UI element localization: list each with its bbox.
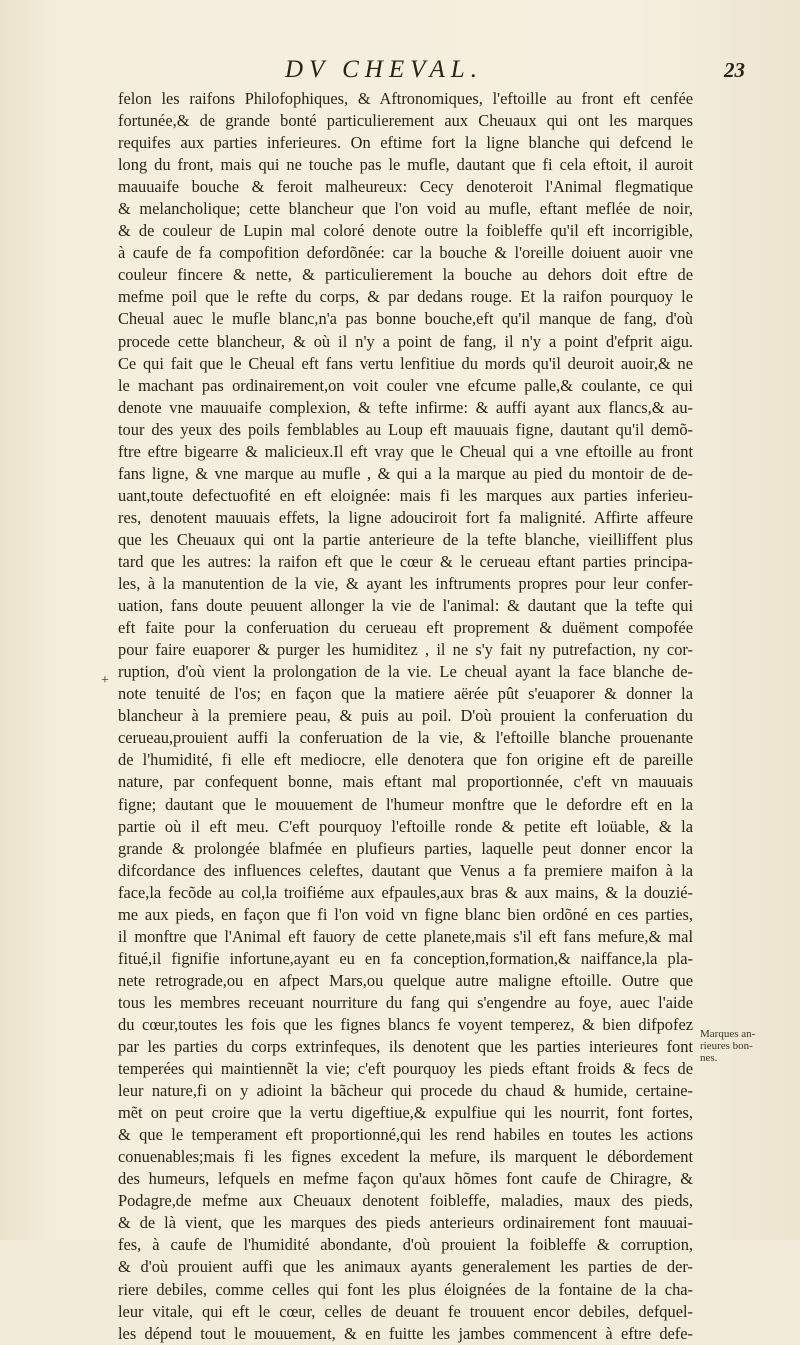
marginal-note-line: Marques an- <box>700 1028 756 1040</box>
text-line: & d'où prouient auffi que les animaux ayants generalement les parties de der- <box>118 1257 693 1277</box>
text-line: grande & prolongée blafmée en plufieurs parties, laquelle peut donner encor la <box>118 838 693 858</box>
text-line: fans ligne, & vne marque au mufle , & qui a la marque au pied du montoir de de- <box>118 463 693 483</box>
page-number: 23 <box>724 58 745 82</box>
text-line: les, à la manutention de la vie, & ayant les inftruments propres pour leur confer- <box>118 574 693 594</box>
text-line: leur nature,fi on y adioint la bãcheur qui procede du chaud & humide, certaine- <box>118 1081 693 1101</box>
text-line: tard que les autres: la raifon eft que le cœur & le cerueau eftant parties principa- <box>118 551 693 571</box>
text-line: riere debiles, comme celles qui font les plus éloignées de la fontaine de la cha- <box>118 1279 693 1299</box>
text-line: couleur fincere & nette, & particulierement la bouche au dehors doit eftre de <box>118 265 693 285</box>
text-line: face,la fecõde au col,la troifiéme aux efpaules,aux bras & aux mains, & la douzié- <box>118 882 693 902</box>
running-title: DV CHEVAL. <box>285 56 483 83</box>
text-line: par les parties du corps extrinfeques, ils denotent que les parties interieures font <box>118 1037 693 1057</box>
text-line: & de là vient, que les marques des pieds anterieurs ordinairement font mauuai- <box>118 1213 693 1233</box>
text-line: partie où il eft meu. C'eft pourquoy l'eftoille ronde & petite eft loüable, & la <box>118 816 693 836</box>
text-line: mẽt on peut croire que la vertu digeftiue,& expulfiue qui les nourrit, font fortes, <box>118 1103 693 1123</box>
text-line: figne; dautant que le mouuement de l'humeur monftre que le defordre eft en la <box>118 794 693 814</box>
text-line: que les Cheuaux qui ont la partie anterieure de la tefte blanche, vieilliffent plus <box>118 529 693 549</box>
text-line: Cheual auec le mufle blanc,n'a pas bonne bouche,eft qu'il manque de fang, d'où <box>118 309 693 329</box>
text-line: procede cette blancheur, & où il n'y a point de fang, il n'y a point d'efprit aigu. <box>118 331 693 351</box>
text-line: leur vitale, qui eft le cœur, celles de deuant fe trouuent encor debiles, defquel- <box>118 1301 693 1321</box>
text-line: nature, par confequent bonne, mais eftant mal proportionnée, c'eft vn mauuais <box>118 772 693 792</box>
marginal-note-line: rieures bon- <box>700 1040 753 1052</box>
text-line: de l'humidité, fi elle eft mediocre, elle denotera que fon origine eft de pareille <box>118 750 693 770</box>
text-line: temperées qui maintiennẽt la vie; c'eft pourquoy les pieds eftant froids & fecs de <box>118 1059 693 1079</box>
text-line: me aux pieds, en façon que fi l'on void vn figne blanc bien ordõné en ces parties, <box>118 904 693 924</box>
page-header <box>0 56 800 86</box>
text-line: & de couleur de Lupin mal coloré denote outre la foibleffe qu'il eft incorrigible, <box>118 221 693 241</box>
text-line: nete retrograde,ou en afpect Mars,ou quelque autre maligne eftoille. Outre que <box>118 970 693 990</box>
text-line: ftre eftre bigearre & malicieux.Il eft vray que le Cheual qui a vne eftoille au front <box>118 441 693 461</box>
text-line: uation, fans doute peuuent allonger la vie de l'animal: & dautant que la tefte qui <box>118 596 693 616</box>
text-line: blancheur à la premiere peau, & puis au poil. D'où prouient la conferuation du <box>118 706 693 726</box>
text-line: & que le temperament eft proportionné,qui les rend habiles en toutes les actions <box>118 1125 693 1145</box>
text-line: conuenables;mais fi les fignes excedent la mefure, ils marquent le débordement <box>118 1147 693 1167</box>
text-line: cerueau,prouient auffi la conferuation de la vie, & l'eftoille blanche prouenante <box>118 728 693 748</box>
text-line: des humeurs, lefquels en mefme façon qu'aux hõmes font caufe de Chiragre, & <box>118 1169 693 1189</box>
text-line: requifes aux parties inferieures. On eftime fort la ligne blanche qui defcend le <box>118 133 693 153</box>
text-line: res, denotent mauuais effets, la ligne adouciroit fort fa malignité. Affirte affeure <box>118 507 693 527</box>
text-line: du cœur,toutes les fois que les fignes blancs fe voyent temperez, & bien difpofez <box>118 1014 693 1034</box>
text-line: & melancholique; cette blancheur que l'on void au mufle, eftant meflée de noir, <box>118 199 693 219</box>
text-line: fitué,il fignifie infortune,ayant eu en fa conception,formation,& naiffance,la pla- <box>118 948 693 968</box>
marginal-note-line: nes. <box>700 1052 718 1064</box>
text-line: les dépend tout le mouuement, & en fuitte les jambes commencent à eftre defe- <box>118 1323 693 1343</box>
text-line: fes, à caufe de l'humidité abondante, d'où prouient la foibleffe & corruption, <box>118 1235 693 1255</box>
text-line: difcordance des influences celeftes, dautant que Venus a fa premiere maifon à la <box>118 860 693 880</box>
text-line: long du front, mais qui ne touche pas le mufle, dautant que fi cela eftoit, il auroit <box>118 155 693 175</box>
text-line: note tenuité de l'os; en façon que la matiere aërée pût s'euaporer & donner la <box>118 684 693 704</box>
text-line: mefme poil que le refte du corps, & par dedans rouge. Et la raifon pourquoy le <box>118 287 693 307</box>
body-text <box>118 88 693 1345</box>
text-line: pour faire euaporer & purger les humiditez , il ne s'y fait ny putrefaction, ny cor- <box>118 640 693 660</box>
text-line: uant,toute defectuofité en eft eloignée: mais fi les marques aux parties inferieu- <box>118 485 693 505</box>
text-line: fortunée,& de grande bonté particulierement aux Cheuaux qui ont les marques <box>118 111 693 131</box>
text-line: Ce qui fait que le Cheual eft fans vertu lenfitiue du mords qu'il deuroit auoir,& ne <box>118 353 693 373</box>
text-line: tour des yeux des poils femblables au Loup eft mauuais figne, dautant qu'il demõ- <box>118 419 693 439</box>
text-line: tous les membres receuant nourriture du fang qui s'engendre au foye, auec l'aide <box>118 992 693 1012</box>
text-line: le machant pas ordinairement,on voit couler vne efcume palle,& coulante, ce qui <box>118 375 693 395</box>
text-line: mauuaife bouche & feroit malheureux: Cecy denoteroit l'Animal flegmatique <box>118 177 693 197</box>
text-line: eft faite pour la conferuation du cerueau eft proprement & duëment compofée <box>118 618 693 638</box>
text-line: denote vne mauuaife complexion, & tefte infirme: & auffi ayant aux flancs,& au- <box>118 397 693 417</box>
text-line: felon les raifons Philofophiques, & Aftronomiques, l'eftoille au front eft cenfée <box>118 89 693 108</box>
margin-mark: + <box>101 673 109 688</box>
text-line: à caufe de fa compofition defordõnée: car la bouche & l'oreille doiuent auoir vne <box>118 243 693 263</box>
text-line: ruption, d'où vient la prolongation de la vie. Le cheual ayant la face blanche de- <box>118 662 693 682</box>
text-line: il monftre que l'Animal eft fauory de cette planete,mais s'il eft fans mefure,& mal <box>118 926 693 946</box>
text-line: Podagre,de mefme aux Cheuaux denotent foibleffe, maladies, maux des pieds, <box>118 1191 693 1211</box>
marginal-note <box>700 1028 762 1064</box>
